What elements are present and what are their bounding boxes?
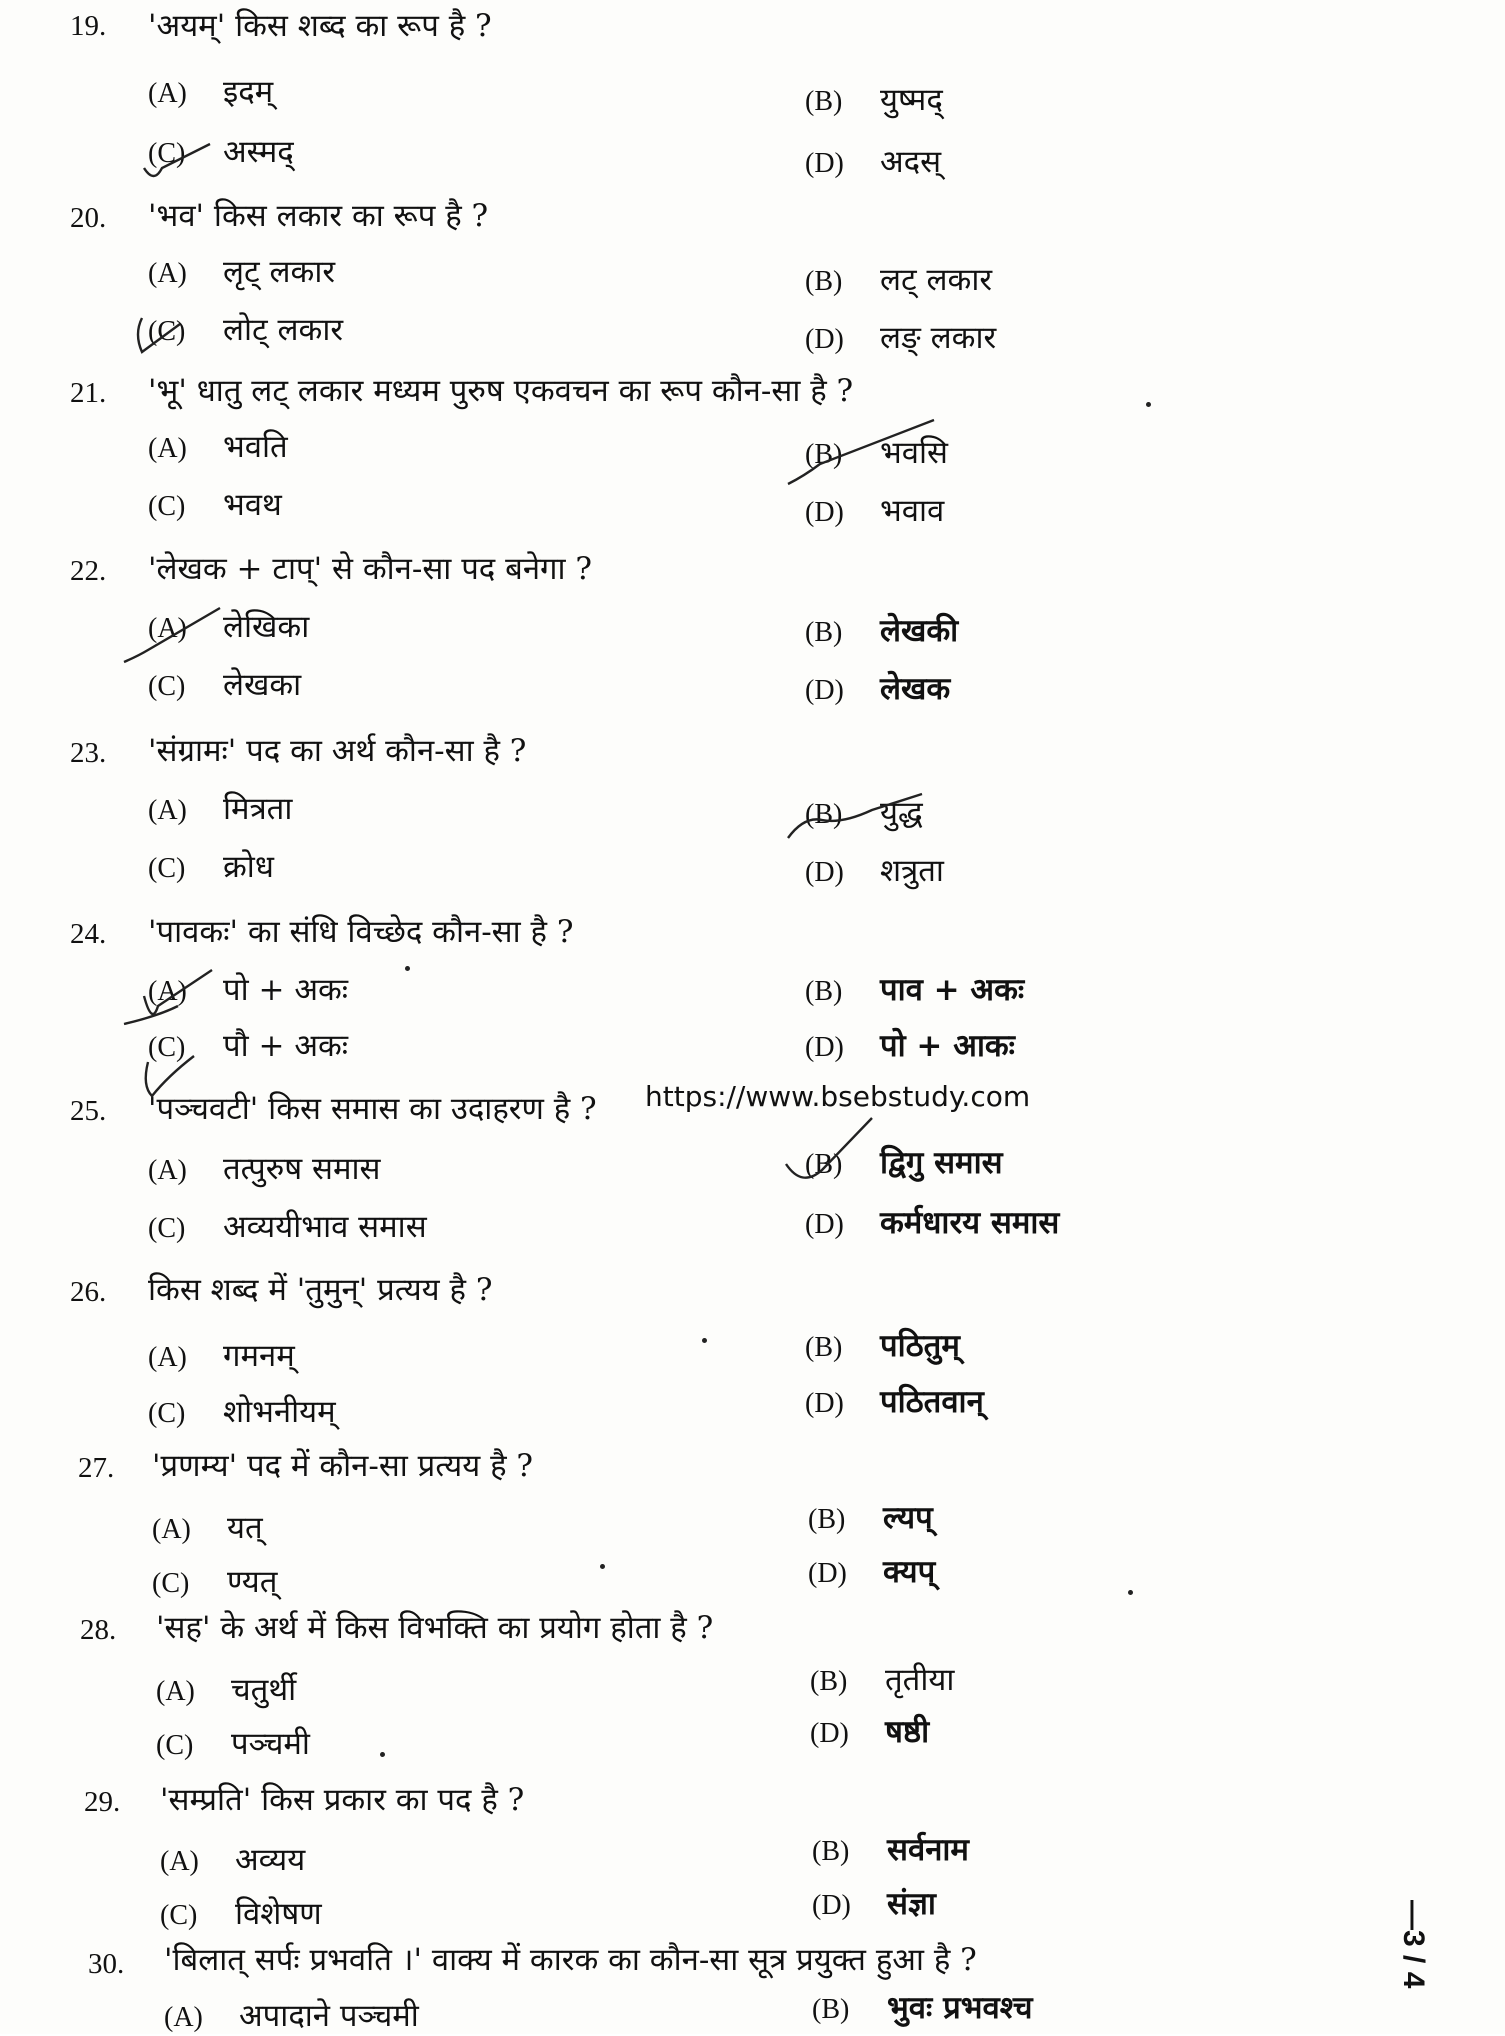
question-text: 'सम्प्रति' किस प्रकार का पद है ? — [160, 1782, 525, 1818]
option-c[interactable] — [148, 663, 301, 705]
option-key: (B) — [810, 1666, 848, 1697]
option-text: लेखिका — [223, 609, 310, 645]
option-key: (D) — [812, 1890, 851, 1921]
print-speck — [380, 1752, 385, 1757]
option-text: पठितवान् — [880, 1384, 984, 1420]
question-number: 23. — [70, 737, 107, 769]
option-c[interactable] — [160, 1892, 322, 1934]
option-key: (D) — [805, 324, 844, 355]
option-key: (A) — [148, 976, 187, 1007]
option-a[interactable] — [148, 1147, 381, 1189]
question-number: 29. — [84, 1786, 121, 1818]
option-key: (C) — [148, 1032, 186, 1063]
question-text: 'सह' के अर्थ में किस विभक्ति का प्रयोग होता है ? — [156, 1610, 714, 1646]
option-text: कर्मधारय समास — [880, 1205, 1060, 1241]
option-text: अदस् — [880, 144, 942, 180]
option-text: इदम् — [223, 74, 274, 110]
option-text: ण्यत् — [227, 1564, 278, 1600]
option-key: (B) — [805, 266, 843, 297]
option-key: (D) — [805, 1209, 844, 1240]
option-text: लेखका — [223, 667, 302, 703]
option-key: (B) — [808, 1504, 846, 1535]
option-a[interactable] — [152, 1506, 263, 1548]
question-text: 'पावकः' का संधि विच्छेद कौन-सा है ? — [148, 914, 574, 950]
option-c[interactable] — [148, 845, 274, 887]
option-text: षष्ठी — [885, 1714, 930, 1750]
option-b[interactable] — [810, 1658, 954, 1700]
option-text: भुवः प्रभवश्च — [887, 1990, 1033, 2026]
question-text: 'बिलात् सर्पः प्रभवति ।' वाक्य में कारक का कौन-सा सूत्र प्रयुक्त हुआ है ? — [164, 1942, 977, 1978]
option-d[interactable] — [810, 1710, 929, 1752]
watermark-url[interactable]: https://www.bsebstudy.com — [645, 1080, 1031, 1113]
option-text: लट् लकार — [880, 262, 993, 298]
option-c[interactable] — [152, 1560, 277, 1602]
option-c[interactable] — [148, 1390, 336, 1432]
print-speck — [702, 1338, 707, 1343]
option-text: संज्ञा — [887, 1886, 936, 1922]
option-b[interactable] — [812, 1986, 1033, 2028]
option-c[interactable] — [148, 1024, 348, 1066]
option-c[interactable] — [148, 1205, 427, 1247]
question-number: 30. — [88, 1948, 125, 1980]
option-key: (C) — [148, 138, 186, 169]
option-text: पाव + अकः — [880, 972, 1025, 1008]
option-d[interactable] — [805, 1024, 1015, 1066]
option-key: (C) — [152, 1568, 190, 1599]
option-key: (C) — [148, 1213, 186, 1244]
option-a[interactable] — [148, 250, 335, 292]
option-text: भवाव — [880, 493, 945, 529]
question-number: 19. — [70, 10, 107, 42]
option-text: युष्मद् — [880, 82, 943, 118]
print-speck — [1128, 1590, 1133, 1595]
option-a[interactable] — [148, 787, 292, 829]
option-key: (B) — [805, 1332, 843, 1363]
option-d[interactable] — [805, 1380, 984, 1422]
question-text: 'भव' किस लकार का रूप है ? — [148, 198, 489, 234]
option-text: भवति — [223, 429, 288, 465]
question-text: किस शब्द में 'तुमुन्' प्रत्यय है ? — [148, 1272, 493, 1308]
option-key: (B) — [812, 1994, 850, 2025]
option-b[interactable] — [805, 78, 943, 120]
option-key: (A) — [160, 1846, 199, 1877]
option-text: विशेषण — [235, 1896, 322, 1932]
option-c[interactable] — [148, 130, 294, 172]
option-text: लेखक — [880, 671, 951, 707]
option-b[interactable] — [808, 1496, 933, 1538]
option-c[interactable] — [148, 483, 282, 525]
question-number: 26. — [70, 1276, 107, 1308]
option-key: (C) — [156, 1730, 194, 1761]
option-key: (B) — [805, 1149, 843, 1180]
option-b[interactable] — [812, 1828, 969, 1870]
option-text: शत्रुता — [880, 853, 944, 889]
option-key: (A) — [156, 1676, 195, 1707]
option-text: गमनम् — [223, 1338, 295, 1374]
option-b[interactable] — [805, 791, 923, 833]
option-key: (B) — [805, 617, 843, 648]
option-key: (A) — [164, 2002, 203, 2033]
option-d[interactable] — [805, 489, 944, 531]
option-d[interactable] — [808, 1550, 935, 1592]
option-text: युद्ध — [880, 795, 923, 831]
question-number: 28. — [80, 1614, 117, 1646]
option-a[interactable] — [164, 1994, 419, 2036]
option-key: (B) — [805, 439, 843, 470]
option-a[interactable] — [156, 1668, 296, 1710]
option-text: क्यप् — [883, 1554, 936, 1590]
option-key: (D) — [805, 1388, 844, 1419]
option-text: भवथ — [223, 487, 282, 523]
option-key: (C) — [148, 853, 186, 884]
option-a[interactable] — [160, 1838, 305, 1880]
option-key: (D) — [805, 1032, 844, 1063]
option-a[interactable] — [148, 1334, 295, 1376]
option-d[interactable] — [805, 316, 996, 358]
option-key: (D) — [808, 1558, 847, 1589]
question-number: 20. — [70, 202, 107, 234]
option-key: (B) — [805, 976, 843, 1007]
option-a[interactable] — [148, 70, 273, 112]
option-text: क्रोध — [223, 849, 274, 885]
option-d[interactable] — [805, 849, 944, 891]
option-text: पो + आकः — [880, 1028, 1015, 1064]
option-text: शोभनीयम् — [223, 1394, 336, 1430]
option-a[interactable] — [148, 605, 309, 647]
option-text: द्विगु समास — [880, 1145, 1003, 1181]
page-number-mark: —3 / 4 — [1397, 1900, 1430, 1989]
print-speck — [600, 1564, 605, 1569]
option-text: ल्यप् — [883, 1500, 933, 1536]
option-text: मित्रता — [223, 791, 293, 827]
option-text: पो + अकः — [223, 972, 349, 1008]
option-key: (A) — [148, 613, 187, 644]
option-key: (D) — [805, 675, 844, 706]
question-text: 'प्रणम्य' पद में कौन-सा प्रत्यय है ? — [152, 1448, 534, 1484]
option-d[interactable] — [805, 1201, 1059, 1243]
option-text: सर्वनाम — [887, 1832, 969, 1868]
option-text: पञ्चमी — [231, 1726, 310, 1762]
option-key: (B) — [812, 1836, 850, 1867]
option-text: भवसि — [880, 435, 949, 471]
question-number: 22. — [70, 555, 107, 587]
option-d[interactable] — [812, 1882, 936, 1924]
option-a[interactable] — [148, 425, 288, 467]
option-text: अपादाने पञ्चमी — [239, 1998, 419, 2034]
option-text: पौ + अकः — [223, 1028, 349, 1064]
option-text: अव्यय — [235, 1842, 306, 1878]
option-text: यत् — [227, 1510, 263, 1546]
option-text: अव्ययीभाव समास — [223, 1209, 427, 1245]
option-key: (A) — [148, 1155, 187, 1186]
question-number: 25. — [70, 1095, 107, 1127]
option-text: तत्पुरुष समास — [223, 1151, 381, 1187]
option-text: लङ् लकार — [880, 320, 997, 356]
option-key: (D) — [805, 148, 844, 179]
option-text: तृतीया — [885, 1662, 955, 1698]
question-number: 24. — [70, 918, 107, 950]
option-text: पठितुम् — [880, 1328, 960, 1364]
option-d[interactable] — [805, 667, 950, 709]
question-text: 'भू' धातु लट् लकार मध्यम पुरुष एकवचन का रूप कौन-सा है ? — [148, 373, 854, 409]
option-text: अस्मद् — [223, 134, 294, 170]
option-key: (A) — [148, 433, 187, 464]
option-d[interactable] — [805, 140, 941, 182]
option-key: (C) — [160, 1900, 198, 1931]
option-text: लृट् लकार — [223, 254, 336, 290]
question-text: 'लेखक + टाप्' से कौन-सा पद बनेगा ? — [148, 551, 592, 587]
print-speck — [1146, 402, 1151, 407]
option-key: (A) — [148, 795, 187, 826]
option-b[interactable] — [805, 1324, 960, 1366]
option-key: (B) — [805, 799, 843, 830]
option-c[interactable] — [148, 308, 343, 350]
option-key: (A) — [148, 78, 187, 109]
option-key: (C) — [148, 1398, 186, 1429]
print-speck — [405, 966, 410, 971]
option-key: (C) — [148, 491, 186, 522]
option-text: लोट् लकार — [223, 312, 344, 348]
option-key: (D) — [805, 497, 844, 528]
option-c[interactable] — [156, 1722, 310, 1764]
option-key: (C) — [148, 671, 186, 702]
option-key: (C) — [148, 316, 186, 347]
question-number: 27. — [78, 1452, 115, 1484]
option-text: चतुर्थी — [231, 1672, 297, 1708]
option-b[interactable] — [805, 431, 948, 473]
option-key: (D) — [805, 857, 844, 888]
question-text: 'पञ्चवटी' किस समास का उदाहरण है ? — [148, 1091, 597, 1127]
option-key: (A) — [152, 1514, 191, 1545]
option-key: (A) — [148, 1342, 187, 1373]
option-b[interactable] — [805, 258, 992, 300]
question-number: 21. — [70, 377, 107, 409]
option-text: लेखकी — [880, 613, 959, 649]
question-text: 'अयम्' किस शब्द का रूप है ? — [148, 8, 492, 44]
option-a[interactable] — [148, 968, 348, 1010]
option-b[interactable] — [805, 609, 958, 651]
option-key: (B) — [805, 86, 843, 117]
option-b[interactable] — [805, 968, 1024, 1010]
question-text: 'संग्रामः' पद का अर्थ कौन-सा है ? — [148, 733, 527, 769]
option-key: (A) — [148, 258, 187, 289]
option-b[interactable] — [805, 1141, 1003, 1183]
option-key: (D) — [810, 1718, 849, 1749]
